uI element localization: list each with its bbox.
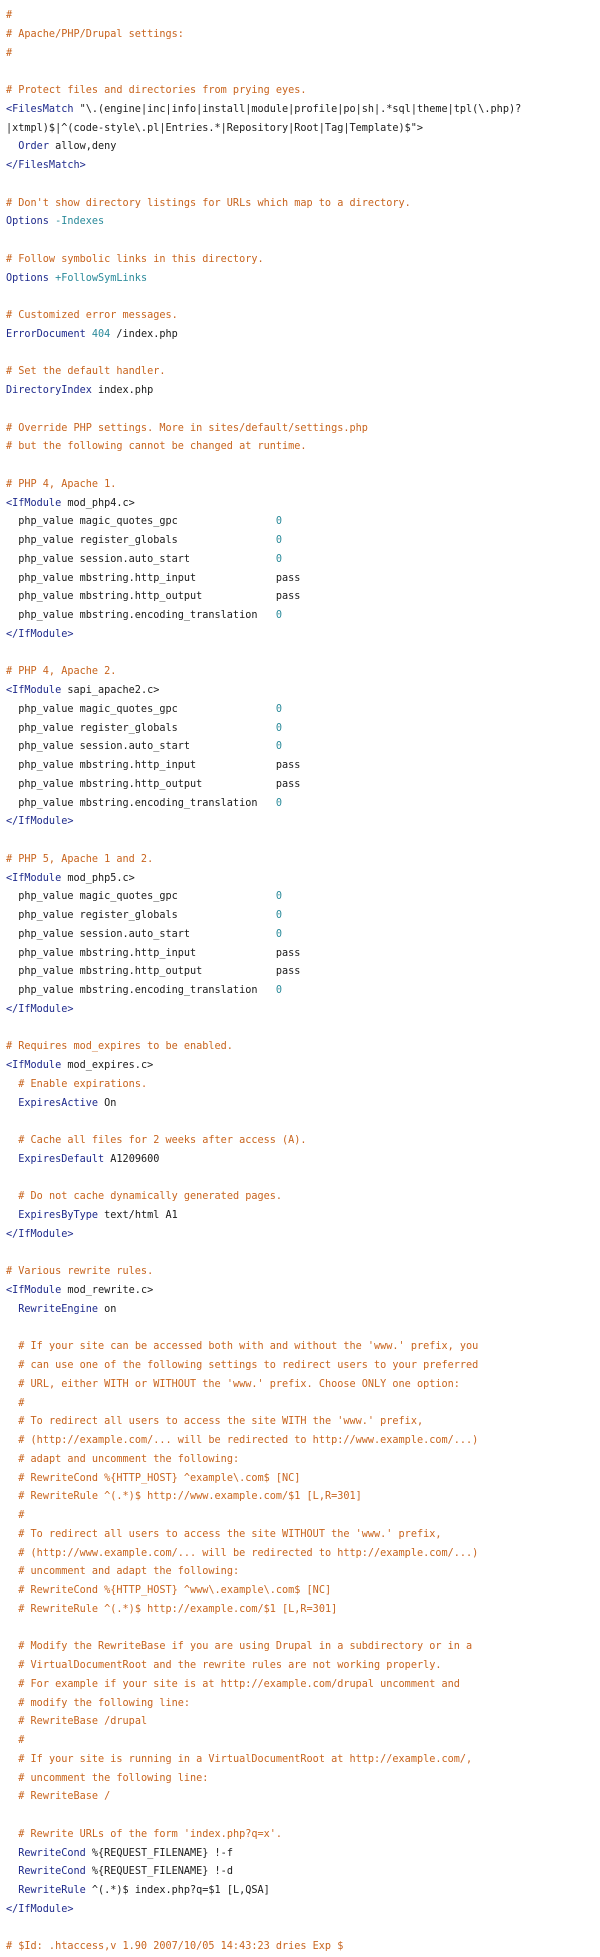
comment-token: # PHP 4, Apache 2. xyxy=(6,666,117,678)
text-token: mod_expires.c> xyxy=(67,1060,154,1071)
comment-token: # but the following cannot be changed at runtime. xyxy=(6,441,307,453)
code-line xyxy=(6,138,600,157)
text-token: php_value session.auto_start xyxy=(6,741,276,753)
code-line xyxy=(6,926,600,945)
comment-token: # Enable expirations. xyxy=(18,1078,148,1090)
text-token xyxy=(6,1604,18,1615)
directive-token: </IfModule> xyxy=(6,1003,74,1015)
code-line xyxy=(6,1413,600,1432)
code-line xyxy=(6,176,600,195)
text-token: php_value mbstring.encoding_translation xyxy=(6,985,276,996)
value-token: 404 xyxy=(91,328,111,340)
code-line xyxy=(6,1245,600,1264)
directive-token: RewriteCond xyxy=(18,1866,86,1878)
text-token xyxy=(6,1079,18,1090)
code-line xyxy=(6,513,600,532)
text-token xyxy=(6,1491,18,1502)
comment-token: # (http://www.example.com/... will be redirected to http://example.com/...) xyxy=(18,1547,479,1559)
text-token: php_value session.auto_start xyxy=(6,553,276,565)
code-line xyxy=(6,270,600,289)
text-token xyxy=(6,1304,18,1315)
text-token xyxy=(6,1210,18,1221)
comment-token: # Protect files and directories from prying eyes. xyxy=(6,85,307,96)
directive-token: RewriteCond xyxy=(18,1847,86,1859)
value-token: 0 xyxy=(275,797,283,809)
comment-token: # Cache all files for 2 weeks after access (A). xyxy=(18,1135,307,1146)
code-line xyxy=(6,476,600,495)
text-token xyxy=(6,1641,18,1652)
directive-token: Options xyxy=(6,272,49,284)
code-line xyxy=(6,7,600,26)
code-line xyxy=(6,1938,600,1957)
code-line xyxy=(6,1713,600,1732)
code-line xyxy=(6,1226,600,1245)
code-line xyxy=(6,1863,600,1882)
value-token: 0 xyxy=(275,985,283,996)
comment-token: # xyxy=(6,47,13,59)
text-token xyxy=(6,1473,18,1484)
directive-token: ErrorDocument xyxy=(6,328,86,340)
code-line xyxy=(6,1470,600,1489)
code-line xyxy=(6,438,600,457)
code-line xyxy=(6,1582,600,1601)
text-token xyxy=(6,1829,18,1840)
code-line xyxy=(6,1882,600,1901)
code-line xyxy=(6,626,600,645)
code-line xyxy=(6,1301,600,1320)
code-line xyxy=(6,457,600,476)
code-line xyxy=(6,532,600,551)
comment-token: # (http://example.com/... will be redirected to http://www.example.com/...) xyxy=(18,1435,479,1446)
directive-token: </IfModule> xyxy=(6,1903,74,1915)
code-line xyxy=(6,907,600,926)
text-token xyxy=(6,1791,18,1802)
text-token xyxy=(6,1098,18,1109)
directive-token: RewriteEngine xyxy=(18,1303,99,1315)
directive-token: ExpiresDefault xyxy=(18,1153,105,1165)
comment-token: # Customized error messages. xyxy=(6,310,178,321)
code-line xyxy=(6,1507,600,1526)
text-token: php_value mbstring.http_input pass xyxy=(6,947,301,959)
code-line xyxy=(6,1657,600,1676)
comment-token: # RewriteBase /drupal xyxy=(18,1716,148,1728)
code-line xyxy=(6,1357,600,1376)
comment-token: # Apache/PHP/Drupal settings: xyxy=(6,28,184,40)
comment-token: # modify the following line: xyxy=(18,1697,191,1709)
text-token: ^(.*)$ index.php?q=$1 [L,QSA] xyxy=(85,1885,270,1896)
comment-token: # adapt and uncomment the following: xyxy=(18,1453,240,1465)
text-token xyxy=(6,1454,18,1465)
text-token: allow,deny xyxy=(48,141,117,153)
text-token xyxy=(6,1848,18,1859)
text-token xyxy=(6,1135,18,1146)
value-token: 0 xyxy=(275,741,283,753)
code-line xyxy=(6,776,600,795)
code-line xyxy=(6,195,600,214)
code-line xyxy=(6,1151,600,1170)
code-line xyxy=(6,851,600,870)
code-line xyxy=(6,382,600,401)
code-line xyxy=(6,1807,600,1826)
text-token: mod_rewrite.c> xyxy=(67,1285,154,1296)
code-line xyxy=(6,813,600,832)
comment-token: # RewriteCond %{HTTP_HOST} ^www\.example\.com$ [NC] xyxy=(18,1585,332,1596)
comment-token: # xyxy=(18,1735,25,1746)
comment-token: # To redirect all users to access the site WITH the 'www.' prefix, xyxy=(18,1416,424,1428)
code-line xyxy=(6,45,600,64)
code-line xyxy=(6,1620,600,1639)
text-token xyxy=(6,1416,18,1427)
text-token: |xtmpl)$|^(code-style\.pl|Entries.*|Repository|Root|Tag|Template)$"> xyxy=(6,122,424,134)
code-line xyxy=(6,1282,600,1301)
comment-token: # PHP 4, Apache 1. xyxy=(6,478,117,490)
comment-token: # If your site is running in a VirtualDocumentRoot at http://example.com/, xyxy=(18,1753,473,1765)
text-token xyxy=(6,1679,18,1690)
directive-token: <IfModule xyxy=(6,497,68,509)
text-token: on xyxy=(98,1303,117,1315)
comment-token: # URL, either WITH or WITHOUT the 'www.' prefix. Choose ONLY one option: xyxy=(18,1378,460,1390)
code-line xyxy=(6,1601,600,1620)
text-token: php_value magic_quotes_gpc xyxy=(6,516,276,528)
code-line xyxy=(6,307,600,326)
text-token: On xyxy=(98,1097,117,1109)
text-token xyxy=(6,1716,18,1727)
code-line xyxy=(6,1395,600,1414)
comment-token: # Follow symbolic links in this directory. xyxy=(6,253,264,265)
code-line xyxy=(6,1207,600,1226)
code-line xyxy=(6,945,600,964)
code-line xyxy=(6,701,600,720)
text-token xyxy=(6,1435,18,1446)
code-line xyxy=(6,326,600,345)
text-token: php_value mbstring.encoding_translation xyxy=(6,610,276,621)
code-line xyxy=(6,1695,600,1714)
text-token xyxy=(6,1548,18,1559)
code-line xyxy=(6,101,600,120)
code-line xyxy=(6,232,600,251)
code-line xyxy=(6,1188,600,1207)
code-line xyxy=(6,1751,600,1770)
code-line xyxy=(6,757,600,776)
code-line xyxy=(6,1057,600,1076)
comment-token: # Don't show directory listings for URLs which map to a directory. xyxy=(6,197,411,209)
text-token: sapi_apache2.c> xyxy=(67,685,160,696)
code-line xyxy=(6,213,600,232)
code-line xyxy=(6,1563,600,1582)
value-token: 0 xyxy=(275,891,283,903)
text-token xyxy=(6,141,18,152)
code-line xyxy=(6,1526,600,1545)
value-token: 0 xyxy=(275,928,283,940)
directive-token: <IfModule xyxy=(6,872,68,884)
text-token xyxy=(6,1398,18,1409)
code-line xyxy=(6,251,600,270)
value-token: 0 xyxy=(275,610,283,621)
text-token: "\.(engine|inc|info|install|module|profile|po|sh|.*sql|theme|tpl(\.php)? xyxy=(79,103,522,115)
directive-token: <FilesMatch xyxy=(6,103,80,115)
text-token xyxy=(6,1510,18,1521)
code-line xyxy=(6,1020,600,1039)
code-line xyxy=(6,1263,600,1282)
text-token: php_value mbstring.encoding_translation xyxy=(6,797,276,809)
directive-token: DirectoryIndex xyxy=(6,385,92,396)
text-token: %{REQUEST_FILENAME} !-d xyxy=(85,1866,233,1878)
comment-token: # Override PHP settings. More in sites/default/settings.php xyxy=(6,422,368,434)
code-line xyxy=(6,682,600,701)
value-token: +FollowSymLinks xyxy=(55,272,148,284)
code-line xyxy=(6,1788,600,1807)
comment-token: # Rewrite URLs of the form 'index.php?q=x'. xyxy=(18,1828,283,1840)
value-token: 0 xyxy=(275,703,283,715)
code-line xyxy=(6,1320,600,1339)
code-line xyxy=(6,1170,600,1189)
text-token: php_value session.auto_start xyxy=(6,928,276,940)
text-token: php_value register_globals xyxy=(6,910,276,921)
code-line xyxy=(6,1001,600,1020)
comment-token: # RewriteBase / xyxy=(18,1791,111,1803)
code-line xyxy=(6,1432,600,1451)
text-token: mod_php5.c> xyxy=(67,872,135,884)
code-line xyxy=(6,607,600,626)
code-line xyxy=(6,63,600,82)
value-token: -Indexes xyxy=(55,216,105,228)
comment-token: # For example if your site is at http://example.com/drupal uncomment and xyxy=(18,1678,460,1690)
text-token xyxy=(6,1341,18,1352)
text-token xyxy=(6,1379,18,1390)
code-line xyxy=(6,663,600,682)
code-line xyxy=(6,1638,600,1657)
comment-token: # Do not cache dynamically generated pages. xyxy=(18,1191,283,1203)
code-line xyxy=(6,1076,600,1095)
text-token: index.php xyxy=(91,385,154,396)
code-line xyxy=(6,363,600,382)
directive-token: RewriteRule xyxy=(18,1885,86,1896)
code-line xyxy=(6,1920,600,1939)
code-line xyxy=(6,1451,600,1470)
code-line xyxy=(6,26,600,45)
comment-token: # RewriteRule ^(.*)$ http://www.example.com/$1 [L,R=301] xyxy=(18,1491,362,1503)
text-token: %{REQUEST_FILENAME} !-f xyxy=(85,1847,233,1859)
code-line xyxy=(6,738,600,757)
code-line xyxy=(6,551,600,570)
code-line xyxy=(6,1845,600,1864)
directive-token: ExpiresActive xyxy=(18,1097,99,1109)
directive-token: </IfModule> xyxy=(6,628,74,640)
code-line xyxy=(6,1376,600,1395)
code-line xyxy=(6,588,600,607)
text-token xyxy=(6,1754,18,1765)
text-token xyxy=(6,1660,18,1671)
directive-token: </IfModule> xyxy=(6,1228,74,1240)
value-token: 0 xyxy=(275,553,283,565)
code-line xyxy=(6,888,600,907)
code-line xyxy=(6,495,600,514)
text-token: A1209600 xyxy=(104,1153,160,1165)
text-token xyxy=(6,1566,18,1577)
comment-token: # RewriteCond %{HTTP_HOST} ^example\.com$ [NC] xyxy=(18,1472,301,1484)
code-line xyxy=(6,963,600,982)
code-line xyxy=(6,345,600,364)
comment-token: # If your site can be accessed both with and without the 'www.' prefix, you xyxy=(18,1341,479,1353)
text-token: php_value mbstring.http_output pass xyxy=(6,966,301,978)
code-line xyxy=(6,401,600,420)
text-token xyxy=(6,1885,18,1896)
text-token xyxy=(6,1773,18,1784)
text-token xyxy=(6,1698,18,1709)
text-token: php_value magic_quotes_gpc xyxy=(6,891,276,903)
value-token: 0 xyxy=(275,535,283,546)
code-line xyxy=(6,1132,600,1151)
code-line xyxy=(6,1826,600,1845)
directive-token: <IfModule xyxy=(6,685,68,696)
code-line xyxy=(6,1770,600,1789)
text-token: php_value mbstring.http_input pass xyxy=(6,572,301,584)
comment-token: # PHP 5, Apache 1 and 2. xyxy=(6,853,154,865)
code-line xyxy=(6,645,600,664)
code-line xyxy=(6,720,600,739)
code-line xyxy=(6,1113,600,1132)
text-token: php_value magic_quotes_gpc xyxy=(6,703,276,715)
comment-token: # Modify the RewriteBase if you are using Drupal in a subdirectory or in a xyxy=(18,1641,473,1653)
text-token xyxy=(6,1529,18,1540)
text-token: mod_php4.c> xyxy=(67,497,135,509)
comment-token: # Various rewrite rules. xyxy=(6,1266,154,1278)
text-token xyxy=(6,1360,18,1371)
code-line xyxy=(6,1038,600,1057)
text-token xyxy=(6,1154,18,1165)
directive-token: ExpiresByType xyxy=(18,1210,99,1221)
text-token xyxy=(6,1866,18,1877)
code-line xyxy=(6,1545,600,1564)
directive-token: </IfModule> xyxy=(6,816,74,828)
code-line xyxy=(6,1676,600,1695)
code-line xyxy=(6,157,600,176)
code-line xyxy=(6,1901,600,1920)
comment-token: # VirtualDocumentRoot and the rewrite rules are not working properly. xyxy=(18,1660,442,1671)
comment-token: # $Id: .htaccess,v 1.90 2007/10/05 14:43:23 dries Exp $ xyxy=(6,1941,344,1953)
directive-token: Options xyxy=(6,216,49,228)
code-line xyxy=(6,1732,600,1751)
code-line xyxy=(6,982,600,1001)
text-token xyxy=(6,1191,18,1202)
value-token: 0 xyxy=(275,910,283,921)
code-line xyxy=(6,1488,600,1507)
directive-token: Order xyxy=(18,141,49,153)
text-token: php_value register_globals xyxy=(6,722,276,734)
comment-token: # can use one of the following settings to redirect users to your preferred xyxy=(18,1360,479,1371)
code-line xyxy=(6,870,600,889)
code-line xyxy=(6,832,600,851)
text-token: php_value mbstring.http_output pass xyxy=(6,591,301,603)
comment-token: # uncomment and adapt the following: xyxy=(18,1566,240,1578)
code-line xyxy=(6,1095,600,1114)
text-token xyxy=(6,1585,18,1596)
text-token: text/html A1 xyxy=(98,1210,178,1221)
code-line xyxy=(6,288,600,307)
comment-token: # RewriteRule ^(.*)$ http://example.com/$1 [L,R=301] xyxy=(18,1603,338,1615)
code-line xyxy=(6,120,600,139)
code-line xyxy=(6,795,600,814)
comment-token: # Requires mod_expires to be enabled. xyxy=(6,1041,233,1053)
directive-token: <IfModule xyxy=(6,1060,68,1071)
value-token: 0 xyxy=(275,516,283,528)
comment-token: # xyxy=(6,10,13,21)
text-token: php_value register_globals xyxy=(6,535,276,546)
text-token: php_value mbstring.http_output pass xyxy=(6,778,301,790)
comment-token: # Set the default handler. xyxy=(6,366,166,378)
comment-token: # uncomment the following line: xyxy=(18,1772,209,1784)
text-token: /index.php xyxy=(110,328,178,340)
code-line xyxy=(6,570,600,589)
text-token: php_value mbstring.http_input pass xyxy=(6,760,301,771)
text-token xyxy=(6,1735,18,1746)
comment-token: # xyxy=(18,1510,25,1521)
value-token: 0 xyxy=(275,722,283,734)
code-line xyxy=(6,420,600,439)
comment-token: # To redirect all users to access the site WITHOUT the 'www.' prefix, xyxy=(18,1528,442,1540)
directive-token: <IfModule xyxy=(6,1285,68,1296)
comment-token: # xyxy=(18,1397,25,1409)
directive-token: </FilesMatch> xyxy=(6,160,86,171)
code-line xyxy=(6,82,600,101)
code-line xyxy=(6,1338,600,1357)
